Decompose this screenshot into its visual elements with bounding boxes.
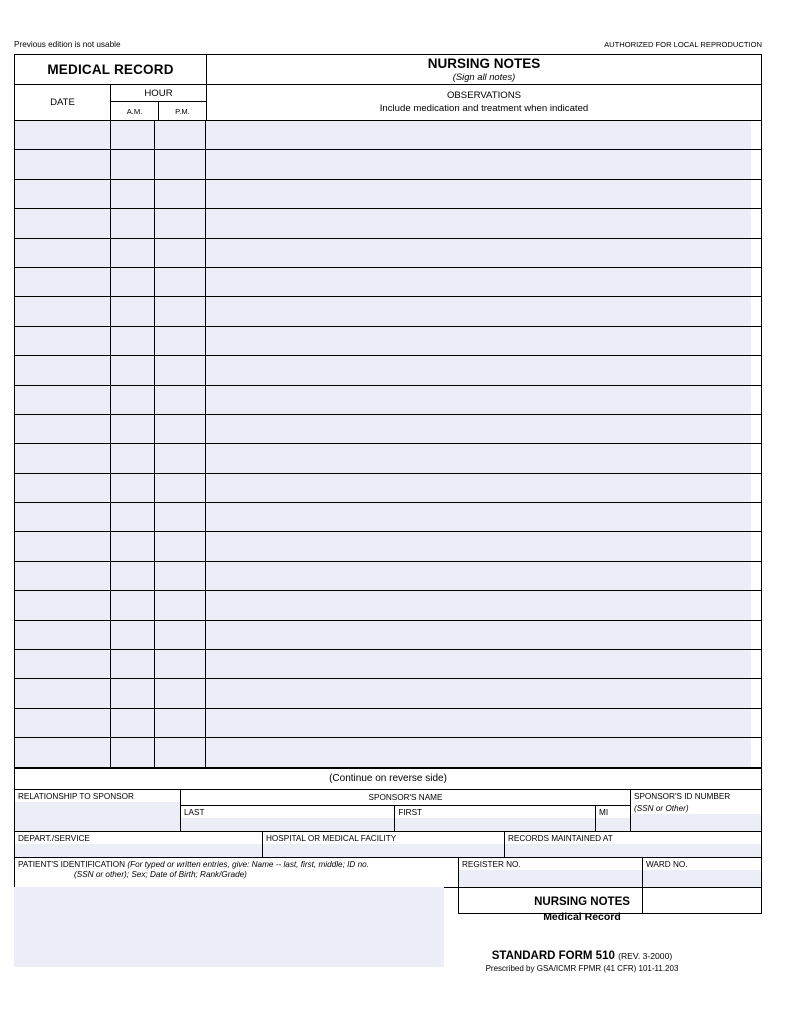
row-pm-cell[interactable] xyxy=(155,650,206,678)
authorized-reproduction-note: AUTHORIZED FOR LOCAL REPRODUCTION xyxy=(604,40,762,49)
row-am-cell[interactable] xyxy=(111,239,155,267)
column-header-observations xyxy=(207,85,761,120)
column-header-hour: HOUR xyxy=(111,85,206,102)
column-header-date: DATE xyxy=(15,85,111,120)
row-date-cell[interactable] xyxy=(15,356,111,384)
sponsor-first-input[interactable] xyxy=(395,818,595,831)
footer-form-number: STANDARD FORM 510 xyxy=(491,950,615,962)
observations-sublabel: Include medication and treatment when indicated xyxy=(379,102,589,114)
row-observations-cell[interactable] xyxy=(206,650,761,678)
records-maintained-field[interactable] xyxy=(505,832,761,857)
hospital-facility-field[interactable] xyxy=(263,832,505,857)
row-am-cell[interactable] xyxy=(111,621,155,649)
sponsor-last-field[interactable] xyxy=(181,806,395,831)
row-date-cell[interactable] xyxy=(15,386,111,414)
row-observations-cell[interactable] xyxy=(206,738,761,766)
depart-service-input[interactable] xyxy=(15,844,262,857)
sponsors-name-group xyxy=(181,790,631,831)
row-observations-cell[interactable] xyxy=(206,621,761,649)
sign-all-notes-note: (Sign all notes) xyxy=(452,70,516,82)
sponsors-id-sublabel: (SSN or Other) xyxy=(634,803,689,813)
row-date-cell[interactable] xyxy=(15,474,111,502)
table-row[interactable] xyxy=(15,327,761,356)
register-no-input[interactable] xyxy=(459,870,642,887)
sponsor-first-field[interactable] xyxy=(395,806,596,831)
register-no-label: REGISTER NO. xyxy=(462,859,521,869)
row-date-cell[interactable] xyxy=(15,415,111,443)
row-pm-cell[interactable] xyxy=(155,180,206,208)
row-pm-cell[interactable] xyxy=(155,327,206,355)
row-observations-cell[interactable] xyxy=(206,679,761,707)
row-date-cell[interactable] xyxy=(15,650,111,678)
row-date-cell[interactable] xyxy=(15,268,111,296)
nursing-notes-form xyxy=(14,54,762,888)
records-maintained-label: RECORDS MAINTAINED AT xyxy=(508,833,613,843)
row-date-cell[interactable] xyxy=(15,121,111,149)
depart-service-field[interactable] xyxy=(15,832,263,857)
table-row[interactable] xyxy=(15,297,761,326)
row-pm-cell[interactable] xyxy=(155,503,206,531)
sponsor-mi-input[interactable] xyxy=(596,818,630,831)
row-date-cell[interactable] xyxy=(15,239,111,267)
page-header xyxy=(14,40,762,50)
table-row[interactable] xyxy=(15,356,761,385)
sponsor-last-input[interactable] xyxy=(181,818,394,831)
form-title-row xyxy=(15,55,761,85)
sponsors-id-label: SPONSOR'S ID NUMBER xyxy=(634,791,731,801)
ward-no-field[interactable] xyxy=(643,858,761,887)
row-observations-cell[interactable] xyxy=(206,150,761,178)
column-header-am: A.M. xyxy=(111,102,159,120)
row-date-cell[interactable] xyxy=(15,503,111,531)
row-am-cell[interactable] xyxy=(111,738,155,766)
row-observations-cell[interactable] xyxy=(206,180,761,208)
row-date-cell[interactable] xyxy=(15,621,111,649)
table-row[interactable] xyxy=(15,474,761,503)
table-row[interactable] xyxy=(15,444,761,473)
row-am-cell[interactable] xyxy=(111,650,155,678)
row-observations-cell[interactable] xyxy=(206,532,761,560)
sponsor-first-label: FIRST xyxy=(398,807,423,817)
register-no-field[interactable] xyxy=(459,858,643,887)
row-date-cell[interactable] xyxy=(15,738,111,766)
ward-no-input[interactable] xyxy=(643,870,761,887)
row-pm-cell[interactable] xyxy=(155,474,206,502)
row-am-cell[interactable] xyxy=(111,709,155,737)
continue-reverse-note: (Continue on reverse side) xyxy=(15,768,761,790)
table-row[interactable] xyxy=(15,180,761,209)
nursing-notes-title: NURSING NOTES xyxy=(427,55,541,71)
patient-identification-stamp-box[interactable] xyxy=(14,887,444,967)
patients-identification-note: (For typed or written entries, give: Name -- last, first, middle; ID no. xyxy=(127,859,369,869)
row-observations-cell[interactable] xyxy=(206,503,761,531)
table-row[interactable] xyxy=(15,738,761,767)
hospital-facility-input[interactable] xyxy=(263,844,504,857)
row-pm-cell[interactable] xyxy=(155,415,206,443)
relationship-to-sponsor-field[interactable] xyxy=(15,790,181,831)
row-date-cell[interactable] xyxy=(15,532,111,560)
row-pm-cell[interactable] xyxy=(155,679,206,707)
row-observations-cell[interactable] xyxy=(206,386,761,414)
row-date-cell[interactable] xyxy=(15,180,111,208)
row-am-cell[interactable] xyxy=(111,150,155,178)
relationship-to-sponsor-label: RELATIONSHIP TO SPONSOR xyxy=(18,791,134,801)
table-row[interactable] xyxy=(15,386,761,415)
row-pm-cell[interactable] xyxy=(155,591,206,619)
row-pm-cell[interactable] xyxy=(155,297,206,325)
row-pm-cell[interactable] xyxy=(155,444,206,472)
row-pm-cell[interactable] xyxy=(155,562,206,590)
row-date-cell[interactable] xyxy=(15,709,111,737)
row-observations-cell[interactable] xyxy=(206,239,761,267)
footer-form-number-line xyxy=(402,950,762,962)
footer-subtitle: Medical Record xyxy=(543,911,621,923)
form-footer-area xyxy=(14,887,762,987)
row-am-cell[interactable] xyxy=(111,268,155,296)
row-am-cell[interactable] xyxy=(111,327,155,355)
row-am-cell[interactable] xyxy=(111,386,155,414)
row-pm-cell[interactable] xyxy=(155,386,206,414)
table-row[interactable] xyxy=(15,650,761,679)
row-observations-cell[interactable] xyxy=(206,121,761,149)
sponsor-mi-label: MI xyxy=(599,807,609,817)
row-pm-cell[interactable] xyxy=(155,738,206,766)
row-observations-cell[interactable] xyxy=(206,562,761,590)
table-row[interactable] xyxy=(15,709,761,738)
row-pm-cell[interactable] xyxy=(155,532,206,560)
table-row[interactable] xyxy=(15,415,761,444)
row-date-cell[interactable] xyxy=(15,209,111,237)
row-date-cell[interactable] xyxy=(15,150,111,178)
depart-service-label: DEPART./SERVICE xyxy=(18,833,90,843)
patients-identification-note2: (SSN or other); Sex; Date of Birth; Rank/Grade) xyxy=(74,870,247,880)
row-am-cell[interactable] xyxy=(111,180,155,208)
row-am-cell[interactable] xyxy=(111,121,155,149)
row-am-cell[interactable] xyxy=(111,503,155,531)
table-row[interactable] xyxy=(15,239,761,268)
row-pm-cell[interactable] xyxy=(155,621,206,649)
row-observations-cell[interactable] xyxy=(206,474,761,502)
row-pm-cell[interactable] xyxy=(155,709,206,737)
row-observations-cell[interactable] xyxy=(206,327,761,355)
row-observations-cell[interactable] xyxy=(206,297,761,325)
footer-revision: (REV. 3-2000) xyxy=(618,951,673,961)
notes-grid xyxy=(15,121,761,768)
footer-prescribed-by: Prescribed by GSA/ICMR FPMR (41 CFR) 101-11.203 xyxy=(485,964,679,973)
row-am-cell[interactable] xyxy=(111,297,155,325)
table-row[interactable] xyxy=(15,268,761,297)
row-pm-cell[interactable] xyxy=(155,121,206,149)
row-am-cell[interactable] xyxy=(111,474,155,502)
row-am-cell[interactable] xyxy=(111,415,155,443)
medical-record-title: MEDICAL RECORD xyxy=(15,55,207,84)
row-pm-cell[interactable] xyxy=(155,239,206,267)
records-maintained-input[interactable] xyxy=(505,844,761,857)
table-row[interactable] xyxy=(15,532,761,561)
sponsor-mi-field[interactable] xyxy=(596,806,630,831)
column-header-row xyxy=(15,85,761,121)
row-pm-cell[interactable] xyxy=(155,150,206,178)
table-row[interactable] xyxy=(15,562,761,591)
row-date-cell[interactable] xyxy=(15,297,111,325)
row-date-cell[interactable] xyxy=(15,444,111,472)
table-row[interactable] xyxy=(15,679,761,708)
column-header-pm: P.M. xyxy=(175,106,190,116)
row-pm-cell[interactable] xyxy=(155,268,206,296)
row-observations-cell[interactable] xyxy=(206,444,761,472)
sponsors-id-input[interactable] xyxy=(631,814,761,831)
row-am-cell[interactable] xyxy=(111,679,155,707)
table-row[interactable] xyxy=(15,121,761,150)
row-date-cell[interactable] xyxy=(15,562,111,590)
administrative-block xyxy=(15,790,761,888)
sponsor-last-label: LAST xyxy=(184,807,205,817)
footer-title: NURSING NOTES xyxy=(534,896,630,908)
row-observations-cell[interactable] xyxy=(206,415,761,443)
row-observations-cell[interactable] xyxy=(206,709,761,737)
row-observations-cell[interactable] xyxy=(206,356,761,384)
row-pm-cell[interactable] xyxy=(155,356,206,384)
hospital-facility-label: HOSPITAL OR MEDICAL FACILITY xyxy=(266,833,397,843)
relationship-to-sponsor-input[interactable] xyxy=(15,802,180,831)
row-am-cell[interactable] xyxy=(111,562,155,590)
row-am-cell[interactable] xyxy=(111,444,155,472)
row-am-cell[interactable] xyxy=(111,209,155,237)
nursing-notes-title-block xyxy=(207,55,761,84)
row-date-cell[interactable] xyxy=(15,591,111,619)
row-pm-cell[interactable] xyxy=(155,209,206,237)
row-am-cell[interactable] xyxy=(111,591,155,619)
row-observations-cell[interactable] xyxy=(206,268,761,296)
column-header-hour-group xyxy=(111,85,207,120)
table-row[interactable] xyxy=(15,591,761,620)
ward-no-label: WARD NO. xyxy=(646,859,688,869)
row-am-cell[interactable] xyxy=(111,532,155,560)
table-row[interactable] xyxy=(15,209,761,238)
previous-edition-note: Previous edition is not usable xyxy=(14,40,121,49)
patients-identification-label: PATIENT'S IDENTIFICATION xyxy=(18,859,126,869)
row-date-cell[interactable] xyxy=(15,327,111,355)
row-am-cell[interactable] xyxy=(111,356,155,384)
observations-label: OBSERVATIONS xyxy=(446,90,522,101)
row-observations-cell[interactable] xyxy=(206,209,761,237)
patients-identification-block xyxy=(15,858,459,887)
sponsors-name-label: SPONSOR'S NAME xyxy=(368,792,443,802)
row-date-cell[interactable] xyxy=(15,679,111,707)
row-observations-cell[interactable] xyxy=(206,591,761,619)
table-row[interactable] xyxy=(15,503,761,532)
table-row[interactable] xyxy=(15,150,761,179)
footer-identity-block xyxy=(402,895,762,973)
sponsors-id-field[interactable] xyxy=(631,790,761,831)
table-row[interactable] xyxy=(15,621,761,650)
